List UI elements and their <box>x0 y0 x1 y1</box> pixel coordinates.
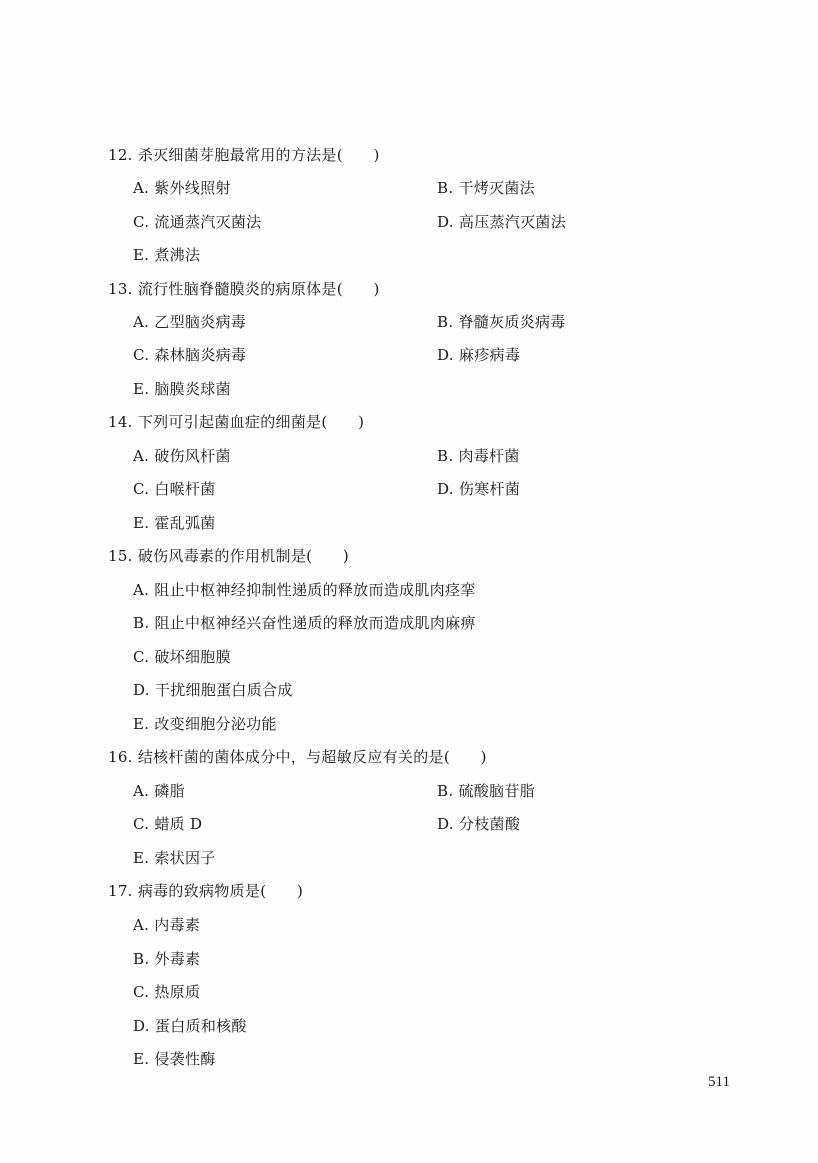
question-17-option-e: E. 侵袭性酶 <box>133 1050 216 1068</box>
question-16-stem: 16. 结核杆菌的菌体成分中，与超敏反应有关的是( ) <box>108 748 487 766</box>
question-13-option-b: B. 脊髓灰质炎病毒 <box>437 313 566 331</box>
question-15-option-a: A. 阻止中枢神经抑制性递质的释放而造成肌肉痉挛 <box>133 581 476 599</box>
question-12-option-b: B. 干烤灭菌法 <box>437 179 535 197</box>
question-14-option-b: B. 肉毒杆菌 <box>437 447 520 465</box>
question-12-option-a: A. 紫外线照射 <box>133 179 231 197</box>
page-number: 511 <box>708 1074 730 1090</box>
question-17-option-c: C. 热原质 <box>133 983 201 1001</box>
question-12-stem: 12. 杀灭细菌芽胞最常用的方法是( ) <box>108 146 380 164</box>
question-15-stem: 15. 破伤风毒素的作用机制是( ) <box>108 547 350 565</box>
question-12-option-c: C. 流通蒸汽灭菌法 <box>133 213 262 231</box>
question-17-option-a: A. 内毒素 <box>133 916 201 934</box>
question-14-option-c: C. 白喉杆菌 <box>133 480 216 498</box>
question-17-option-d: D. 蛋白质和核酸 <box>133 1017 247 1035</box>
question-14-option-d: D. 伤寒杆菌 <box>437 480 521 498</box>
question-16-option-d: D. 分枝菌酸 <box>437 815 521 833</box>
question-16-option-b: B. 硫酸脑苷脂 <box>437 782 535 800</box>
question-17-stem: 17. 病毒的致病物质是( ) <box>108 882 304 900</box>
question-15-option-c: C. 破坏细胞膜 <box>133 648 231 666</box>
question-15-option-e: E. 改变细胞分泌功能 <box>133 715 277 733</box>
question-12-option-d: D. 高压蒸汽灭菌法 <box>437 213 567 231</box>
question-16-option-a: A. 磷脂 <box>133 782 185 800</box>
question-13-option-d: D. 麻疹病毒 <box>437 346 521 364</box>
question-15-option-d: D. 干扰细胞蛋白质合成 <box>133 681 293 699</box>
question-12-option-e: E. 煮沸法 <box>133 246 201 264</box>
question-16-option-c: C. 蜡质 D <box>133 815 203 833</box>
question-14-option-a: A. 破伤风杆菌 <box>133 447 231 465</box>
question-13-option-a: A. 乙型脑炎病毒 <box>133 313 247 331</box>
question-13-stem: 13. 流行性脑脊髓膜炎的病原体是( ) <box>108 280 380 298</box>
question-15-option-b: B. 阻止中枢神经兴奋性递质的释放而造成肌肉麻痹 <box>133 614 476 632</box>
question-14-stem: 14. 下列可引起菌血症的细菌是( ) <box>108 413 365 431</box>
question-13-option-c: C. 森林脑炎病毒 <box>133 346 247 364</box>
question-16-option-e: E. 索状因子 <box>133 849 216 867</box>
question-14-option-e: E. 霍乱弧菌 <box>133 514 216 532</box>
question-13-option-e: E. 脑膜炎球菌 <box>133 380 231 398</box>
question-17-option-b: B. 外毒素 <box>133 950 201 968</box>
